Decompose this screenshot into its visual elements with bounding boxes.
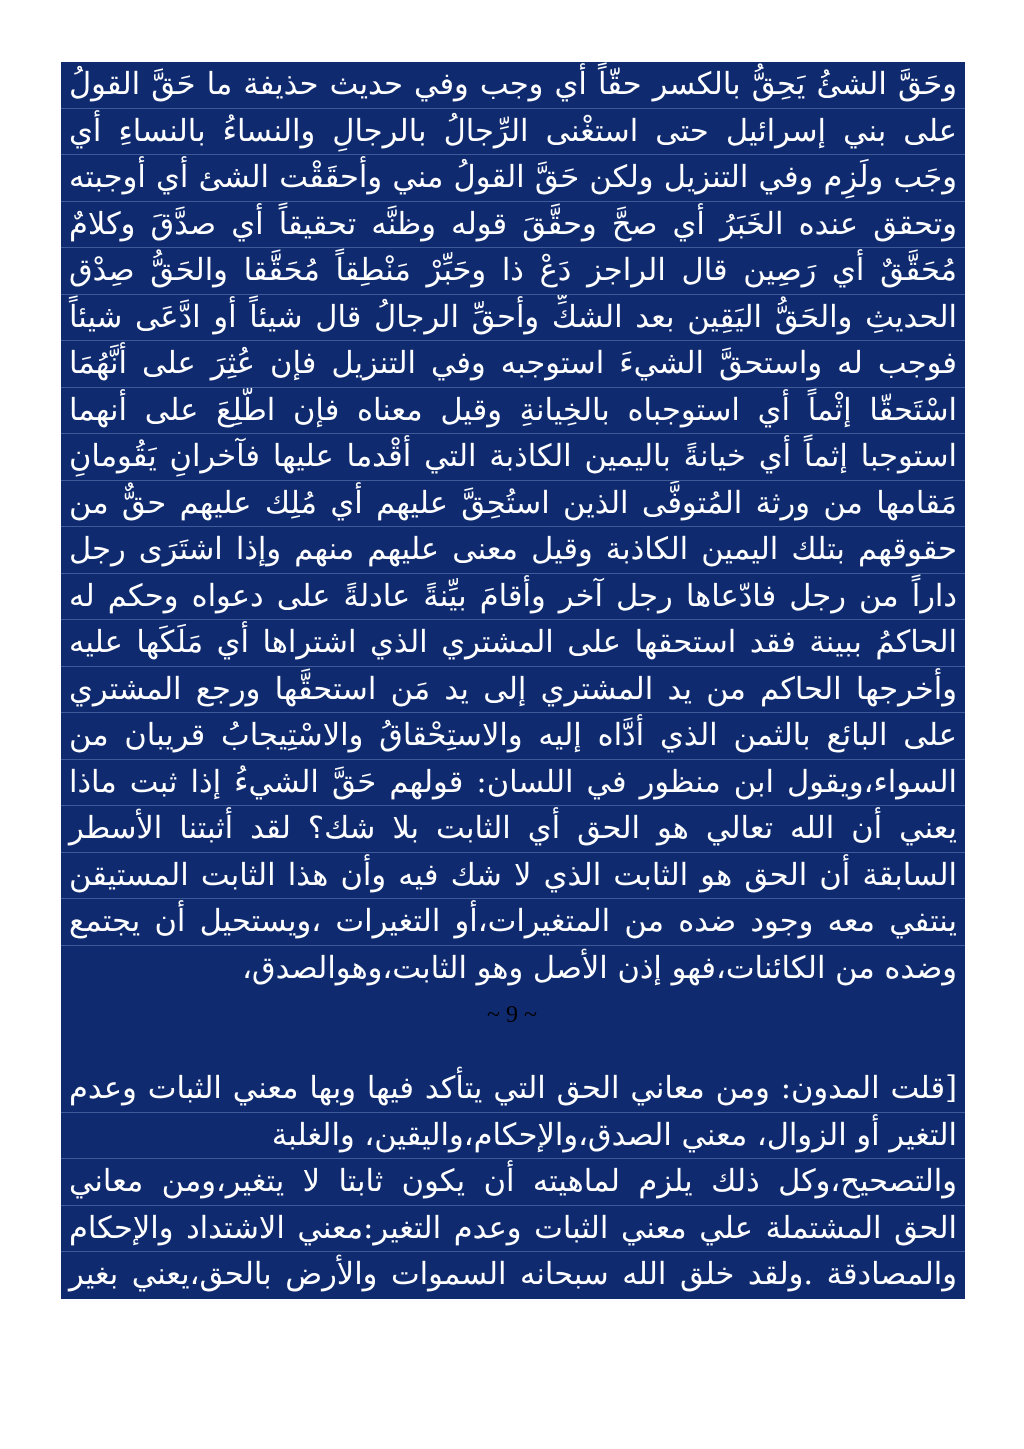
text-line: السواء،ويقول ابن منظور في اللسان: قولهم حَقَّ الشيءُ إذا ثبت ماذا	[61, 760, 965, 807]
page-number: ~ 9 ~	[487, 1002, 537, 1028]
text-line: الحق المشتملة علي معني الثبات وعدم التغير:معني الاشتداد والإحكام	[61, 1206, 965, 1253]
text-line: وجَب ولَزِم وفي التنزيل ولكن حَقَّ القولُ مني وأحقَقْت الشئ أي أوجبته	[61, 155, 965, 202]
text-line: الحاكمُ ببينة فقد استحقها على المشتري الذي اشتراها أي مَلَكَها عليه	[61, 620, 965, 667]
text-line: الحديثِ والحَقُّ اليَقِين بعد الشكِّ وأحقِّ الرجالُ قال شيئاً أو ادَّعَى شيئاً	[61, 295, 965, 342]
text-block	[61, 62, 965, 1299]
text-line: يعني أن الله تعالي هو الحق أي الثابت بلا شك؟ لقد أثبتنا الأسطر	[61, 806, 965, 853]
text-line: وأخرجها الحاكم من يد المشتري إلى يد مَن استحقَّها ورجع المشتري	[61, 667, 965, 714]
text-line: اسْتَحقّا إثْماً أي استوجباه بالخِيانةِ وقيل معناه فإن اطُّلِعَ على أنهما	[61, 388, 965, 435]
text-line: استوجبا إثماً أي خيانةً باليمين الكاذبة التي أقْدما عليها فآخرانِ يَقُومانِ	[61, 434, 965, 481]
text-line: مَقامها من ورثة المُتوفَّى الذين استُحِقَّ عليهم أي مُلِك عليهم حقٌّ من	[61, 481, 965, 528]
text-line: داراً من رجل فادّعاها رجل آخر وأقامَ بيِّنةً عادلةً على دعواه وحكم له	[61, 574, 965, 621]
text-line: التغير أو الزوال، معني الصدق،والإحكام،واليقين، والغلبة	[61, 1113, 965, 1160]
text-line: وضده من الكائنات،فهو إذن الأصل وهو الثابت،وهوالصدق،	[242, 950, 957, 986]
text-line: مُحَقَّقٌ أي رَصِين قال الراجز دَعْ ذا وحَبِّرْ مَنْطِقاً مُحَقَّقا والحَقُّ صِدْق	[61, 248, 965, 295]
text-line: على البائع بالثمن الذي أدَّاه إليه والاستِحْقاقُ والاسْتِيجابُ قريبان من	[61, 713, 965, 760]
text-line: والمصادقة .ولقد خلق الله سبحانه السموات والأرض بالحق،يعني بغير	[69, 1257, 957, 1292]
text-line: وحَقَّ الشئُ يَحِقُّ بالكسر حقّاً أي وجب وفي حديث حذيفة ما حَقَّ القولُ	[61, 62, 965, 109]
text-line: وتحقق عنده الخَبَرُ أي صحَّ وحقَّقَ قوله وظنَّه تحقيقاً أي صدَّقَ وكلامٌ	[61, 202, 965, 249]
text-line: ينتفي معه وجود ضده من المتغيرات،أو التغيرات ،ويستحيل أن يجتمع	[61, 899, 965, 946]
text-line: على بني إسرائيل حتى استغْنى الرِّجالُ بالرجالِ والنساءُ بالنساءِ أي	[61, 109, 965, 156]
text-line: [قلت المدون: ومن معاني الحق التي يتأكد فيها وبها معني الثبات وعدم	[61, 1066, 965, 1113]
text-line: السابقة أن الحق هو الثابت الذي لا شك فيه وأن هذا الثابت المستيقن	[61, 853, 965, 900]
text-line: حقوقهم بتلك اليمين الكاذبة وقيل معنى عليهم منهم وإذا اشتَرَى رجل	[61, 527, 965, 574]
text-line: والتصحيح،وكل ذلك يلزم لماهيته أن يكون ثابتا لا يتغير،ومن معاني	[61, 1159, 965, 1206]
text-line: فوجب له واستحقَّ الشيءَ استوجبه وفي التنزيل فإن عُثِرَ على أنَّهُمَا	[61, 341, 965, 388]
